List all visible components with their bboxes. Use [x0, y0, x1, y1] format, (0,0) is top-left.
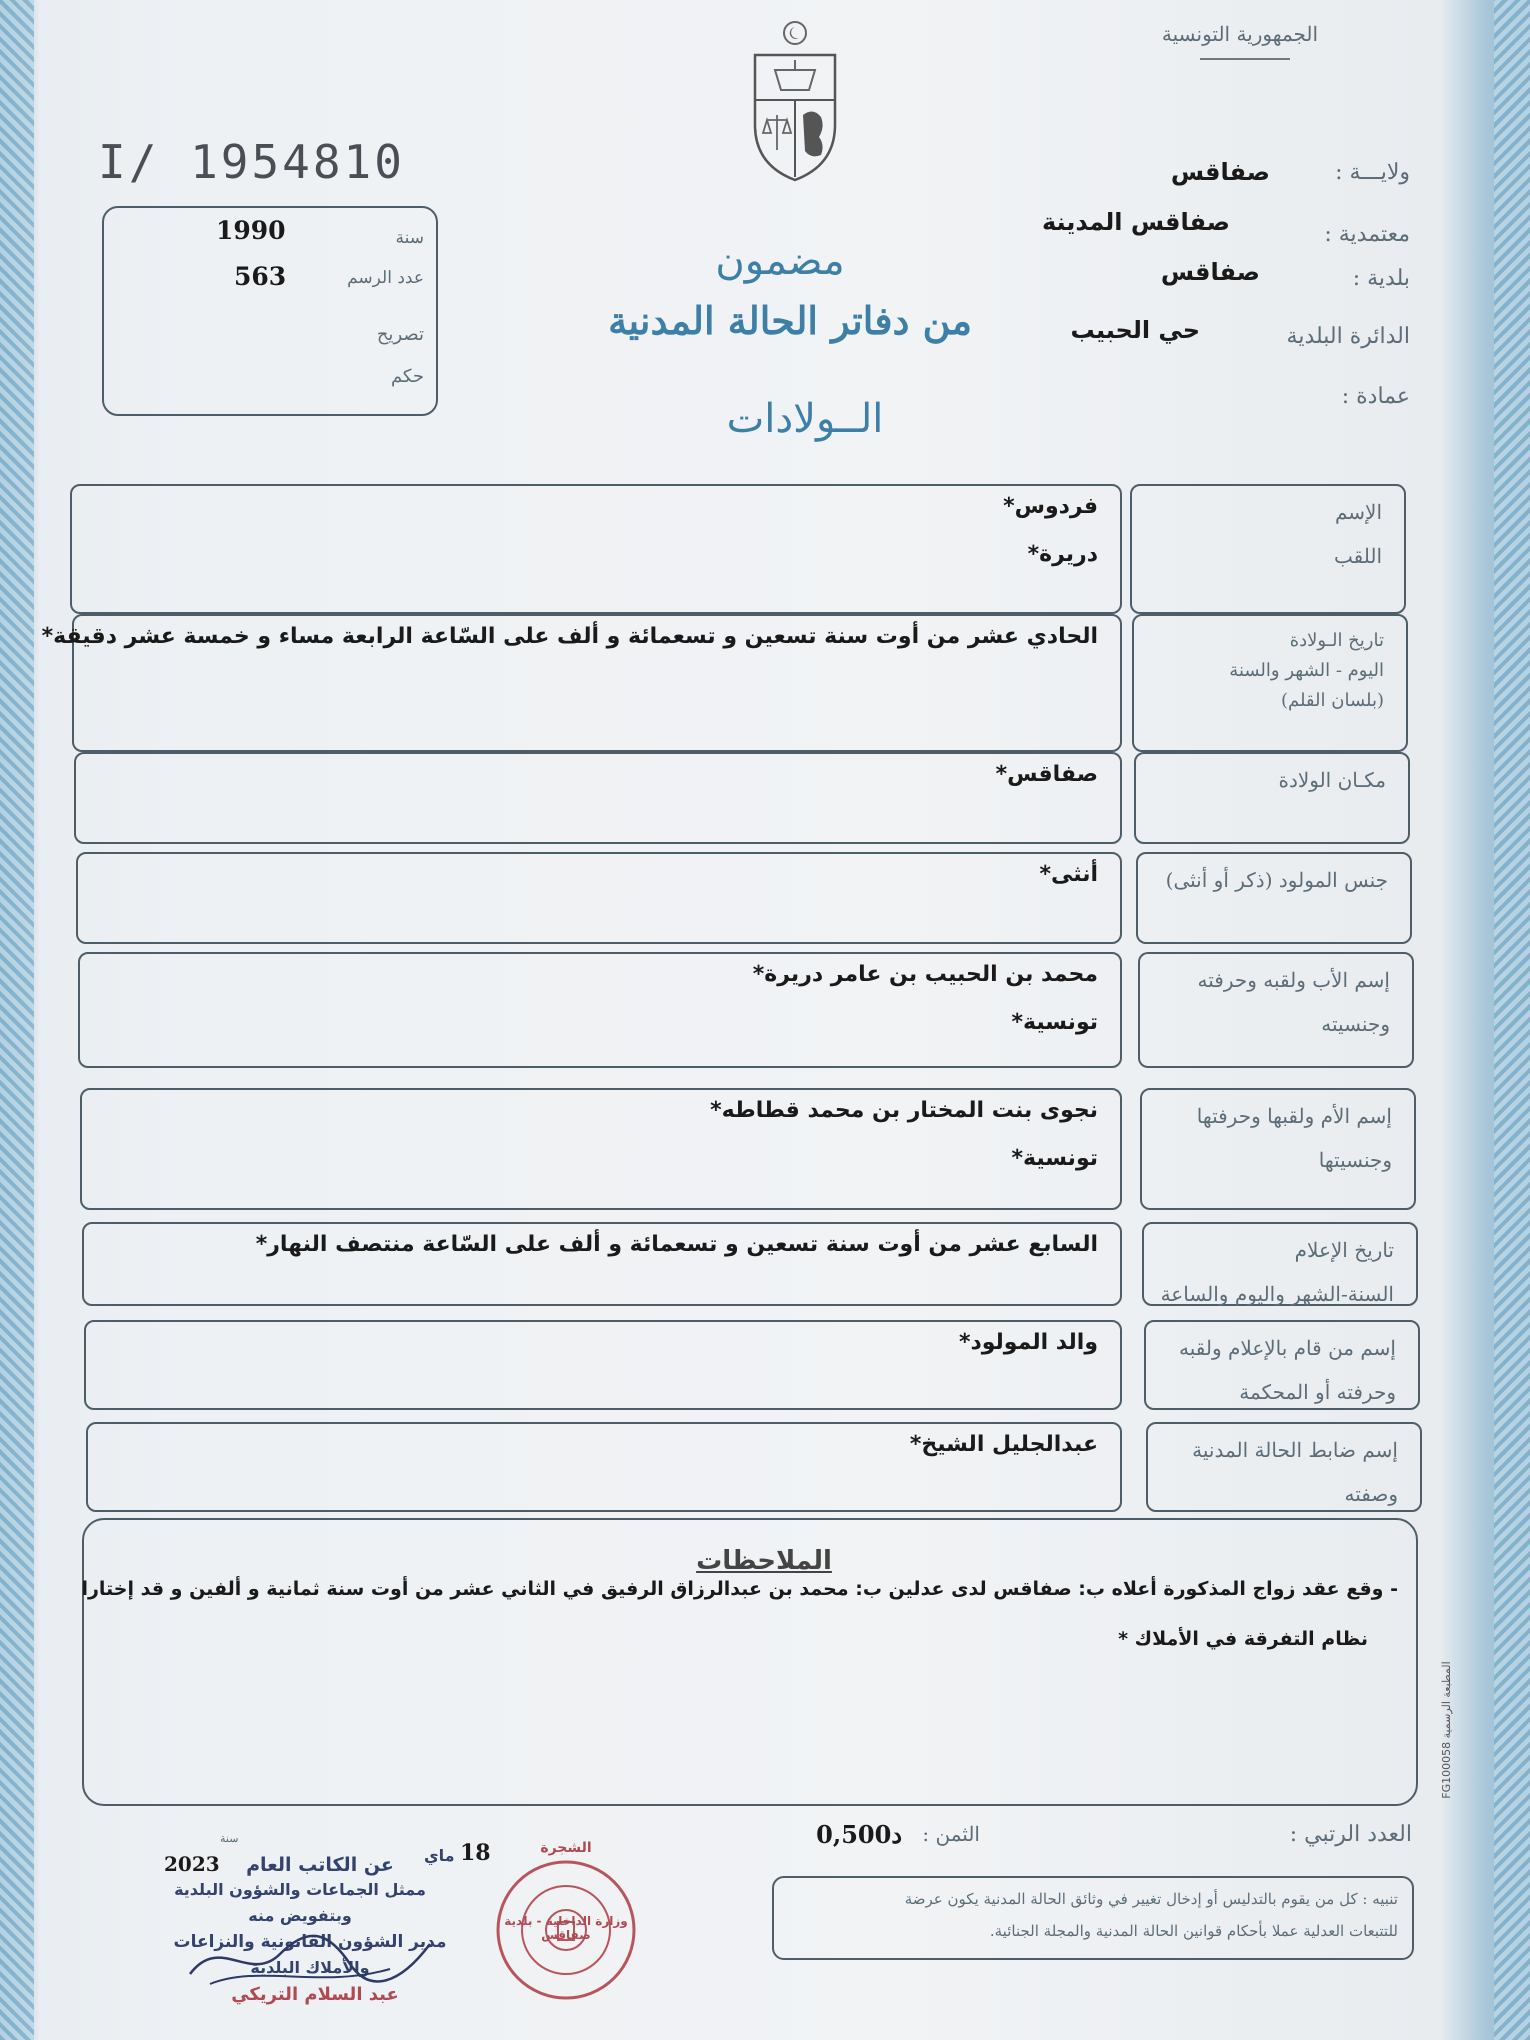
register-number-value: 563	[234, 262, 287, 291]
field-value: دريرة*	[1027, 542, 1098, 567]
signature-line-5: والأملاك البلدية	[250, 1958, 370, 1977]
field-label: اللقب	[1333, 544, 1382, 568]
field-label: (بلسان القلم)	[1280, 690, 1384, 711]
register-box	[102, 206, 438, 416]
field-value-box	[70, 484, 1122, 614]
remarks-line-2: نظام التفرقة في الأملاك *	[1118, 1628, 1368, 1650]
field-value: صفاقس*	[995, 762, 1098, 787]
district-label: الدائرة البلدية	[1286, 324, 1410, 349]
stamp-top-text: الشجرة	[540, 1840, 592, 1856]
field-label-box	[1138, 952, 1414, 1068]
signature-line-3: وبتفويض منه	[248, 1906, 352, 1925]
republic-name: الجمهورية التونسية	[1161, 22, 1319, 46]
municipality-label: بلدية :	[1352, 266, 1410, 291]
issue-year: 2023	[164, 1852, 220, 1876]
field-label: إسم من قام بالإعلام ولقبه	[1179, 1336, 1396, 1360]
field-label: إسم الأب ولقبه وحرفته	[1197, 968, 1390, 992]
tunisia-emblem-icon	[745, 15, 845, 185]
field-value: تونسية*	[1011, 1010, 1098, 1035]
remarks-line-1: - وقع عقد زواج المذكورة أعلاه ب: صفاقس لدى عدلين ب: محمد بن عبدالرزاق الرفيق في الثاني عشر من أوت سنة ثمانية و ألفين و قد إختارا	[81, 1578, 1398, 1600]
field-value: محمد بن الحبيب بن عامر دريرة*	[752, 962, 1098, 987]
field-value: أنثى*	[1039, 862, 1098, 887]
governorate-label: ولايـــة :	[1335, 160, 1410, 185]
declaration-label: تصريح	[376, 324, 424, 345]
field-label-box	[1140, 1088, 1416, 1210]
serial-number: I/ 1954810	[98, 135, 405, 189]
field-label: وجنسيتها	[1318, 1148, 1392, 1172]
year-value: 1990	[216, 216, 286, 245]
field-value: السابع عشر من أوت سنة تسعين و تسعمائة و ألف على السّاعة منتصف النهار*	[255, 1232, 1098, 1257]
field-value-box	[84, 1320, 1122, 1410]
field-label: إسم الأم ولقبها وحرفتها	[1196, 1104, 1392, 1128]
header-divider	[1200, 58, 1290, 60]
signatory-name: عبد السلام التريكي	[231, 1984, 399, 2005]
field-value-box	[76, 852, 1122, 944]
field-label-box	[1146, 1422, 1422, 1512]
signature-line-1: عن الكاتب العام	[246, 1854, 394, 1876]
field-label: الإسم	[1334, 500, 1382, 524]
warning-line-1: تنبيه : كل من يقوم بالتدليس أو إدخال تغيير في وثائق الحالة المدنية يكون عرضة	[904, 1890, 1398, 1908]
field-label: وجنسيته	[1321, 1012, 1390, 1036]
field-value-box	[80, 1088, 1122, 1210]
title-madmoun: مضمون	[715, 238, 845, 284]
field-label: مكـان الولادة	[1278, 768, 1386, 792]
remarks-box	[82, 1518, 1418, 1806]
governorate-value: صفاقس	[1170, 158, 1270, 186]
delegation-value: صفاقس المدينة	[1041, 208, 1230, 236]
warning-line-2: للتتبعات العدلية عملا بأحكام قوانين الحالة المدنية والمجلة الجنائية.	[989, 1922, 1398, 1940]
warning-box	[772, 1876, 1414, 1960]
field-label: تاريخ الإعلام	[1294, 1238, 1394, 1262]
sequence-number-label: العدد الرتبي :	[1289, 1822, 1412, 1847]
field-value: الحادي عشر من أوت سنة تسعين و تسعمائة و ألف على السّاعة الرابعة مساء و خمسة عشر دقيقة*	[41, 624, 1098, 649]
field-label-box	[1130, 484, 1406, 614]
field-label: اليوم - الشهر والسنة	[1229, 660, 1384, 681]
municipality-value: صفاقس	[1160, 258, 1260, 286]
field-label: السنة-الشهر واليوم والساعة	[1160, 1282, 1394, 1306]
field-value: والد المولود*	[958, 1330, 1098, 1355]
signature-block	[160, 1832, 500, 2012]
delegation-label: معتمدية :	[1324, 222, 1410, 247]
field-label: وصفته	[1344, 1482, 1398, 1506]
register-number-label: عدد الرسم	[347, 268, 424, 288]
field-label-box	[1142, 1222, 1418, 1306]
title-registers: من دفاتر الحالة المدنية	[608, 298, 972, 343]
field-label: وحرفته أو المحكمة	[1239, 1380, 1396, 1404]
year-label: سنة	[395, 228, 424, 248]
field-value: عبدالجليل الشيخ*	[909, 1432, 1098, 1457]
judgment-label: حكم	[390, 366, 424, 387]
price-label: الثمن :	[922, 1822, 980, 1846]
field-label-box	[1134, 752, 1410, 844]
field-value-box	[41, 614, 1122, 752]
date-month: ماي	[424, 1846, 455, 1865]
field-value-box	[82, 1222, 1122, 1306]
remarks-title: الملاحظات	[696, 1546, 832, 1576]
printer-code: المطبعة الرسمية FG100058	[1440, 1661, 1453, 1799]
price-value: 0,500د	[816, 1820, 902, 1849]
official-stamp	[492, 1840, 640, 2004]
field-label: جنس المولود (ذكر أو أنثى)	[1165, 868, 1388, 892]
stamp-text: وزارة الداخلية - بلدية صفاقس	[504, 1914, 628, 1942]
field-label-box	[1144, 1320, 1420, 1410]
signature-line-4: مدير الشؤون القانونية والنزاعات	[173, 1932, 447, 1952]
imada-label: عمادة :	[1341, 384, 1410, 409]
field-value: تونسية*	[1011, 1146, 1098, 1171]
date-day: 18	[460, 1840, 491, 1866]
field-label-box	[1136, 852, 1412, 944]
year-caption: سنة	[220, 1832, 239, 1845]
title-births: الــولادات	[726, 396, 884, 442]
field-label: إسم ضابط الحالة المدنية	[1192, 1438, 1398, 1462]
handwritten-signature-icon	[180, 1924, 440, 1994]
field-label-box	[1132, 614, 1408, 752]
field-value: فردوس*	[1003, 494, 1098, 519]
field-value-box	[74, 752, 1122, 844]
field-value-box	[86, 1422, 1122, 1512]
field-label: تاريخ الـولادة	[1289, 630, 1384, 651]
field-value-box	[78, 952, 1122, 1068]
district-value: حي الحبيب	[1070, 316, 1200, 344]
signature-line-2: ممثل الجماعات والشؤون البلدية	[174, 1880, 426, 1899]
field-value: نجوى بنت المختار بن محمد قطاطه*	[710, 1098, 1098, 1123]
